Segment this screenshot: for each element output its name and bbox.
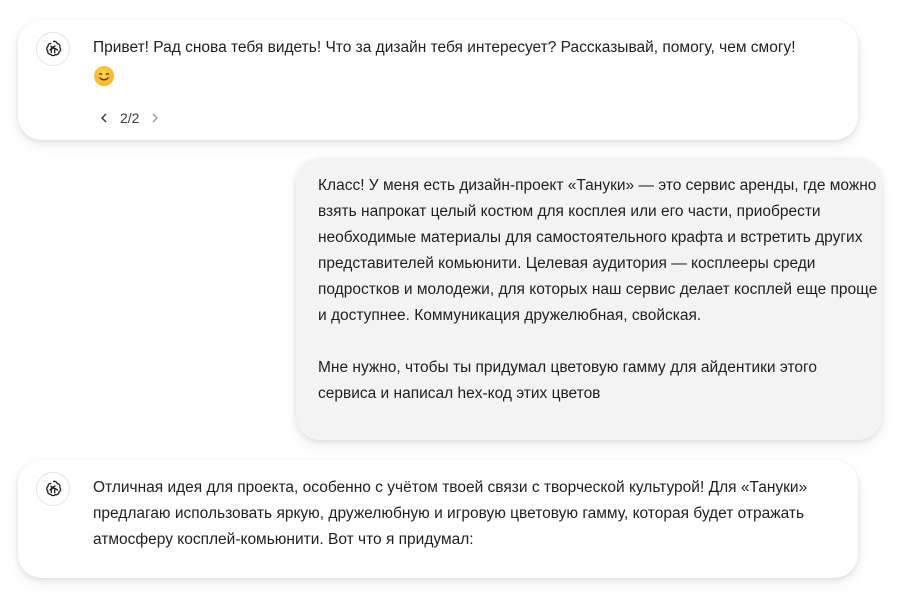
assistant-logo-icon xyxy=(36,32,70,66)
user-message-paragraph: Класс! У меня есть дизайн-проект «Тануки» — это сервис аренды, где можно взять напрокат целый костюм для косплея или его части, приобрести необходимые материалы для самостоятельного крафта и встретить других представителей комьюнити. Целевая аудитория — косплееры среди подростков и молодежи, для которых наш сервис делает косплей еще проще и доступнее. Коммуникация дружелюбная, свойская. xyxy=(318,177,878,324)
response-counter: 2/2 xyxy=(120,110,140,126)
assistant-message-text: Привет! Рад снова тебя видеть! Что за дизайн тебя интересует? Рассказывай, помогу, чем смогу! xyxy=(93,39,796,56)
assistant-message-text: Отличная идея для проекта, особенно с учётом твоей связи с творческой культурой! Для «Тануки» предлагаю использовать яркую, дружелюбную и игровую цветовую гамму, которая будет отражать атмосферу косплей-комьюнити. Вот что я придумал: xyxy=(93,479,808,548)
user-message xyxy=(296,158,882,440)
next-response-chevron-right-icon[interactable] xyxy=(147,110,163,126)
user-message-text xyxy=(318,173,878,407)
response-pager xyxy=(96,110,163,126)
previous-response-chevron-left-icon[interactable] xyxy=(96,110,112,126)
assistant-message xyxy=(18,20,858,140)
smiling-face-emoji-icon xyxy=(94,66,114,86)
assistant-logo-icon xyxy=(36,472,70,506)
assistant-message xyxy=(18,460,858,578)
user-message-paragraph: Мне нужно, чтобы ты придумал цветовую гамму для айдентики этого сервиса и написал hex-код этих цветов xyxy=(318,359,817,402)
